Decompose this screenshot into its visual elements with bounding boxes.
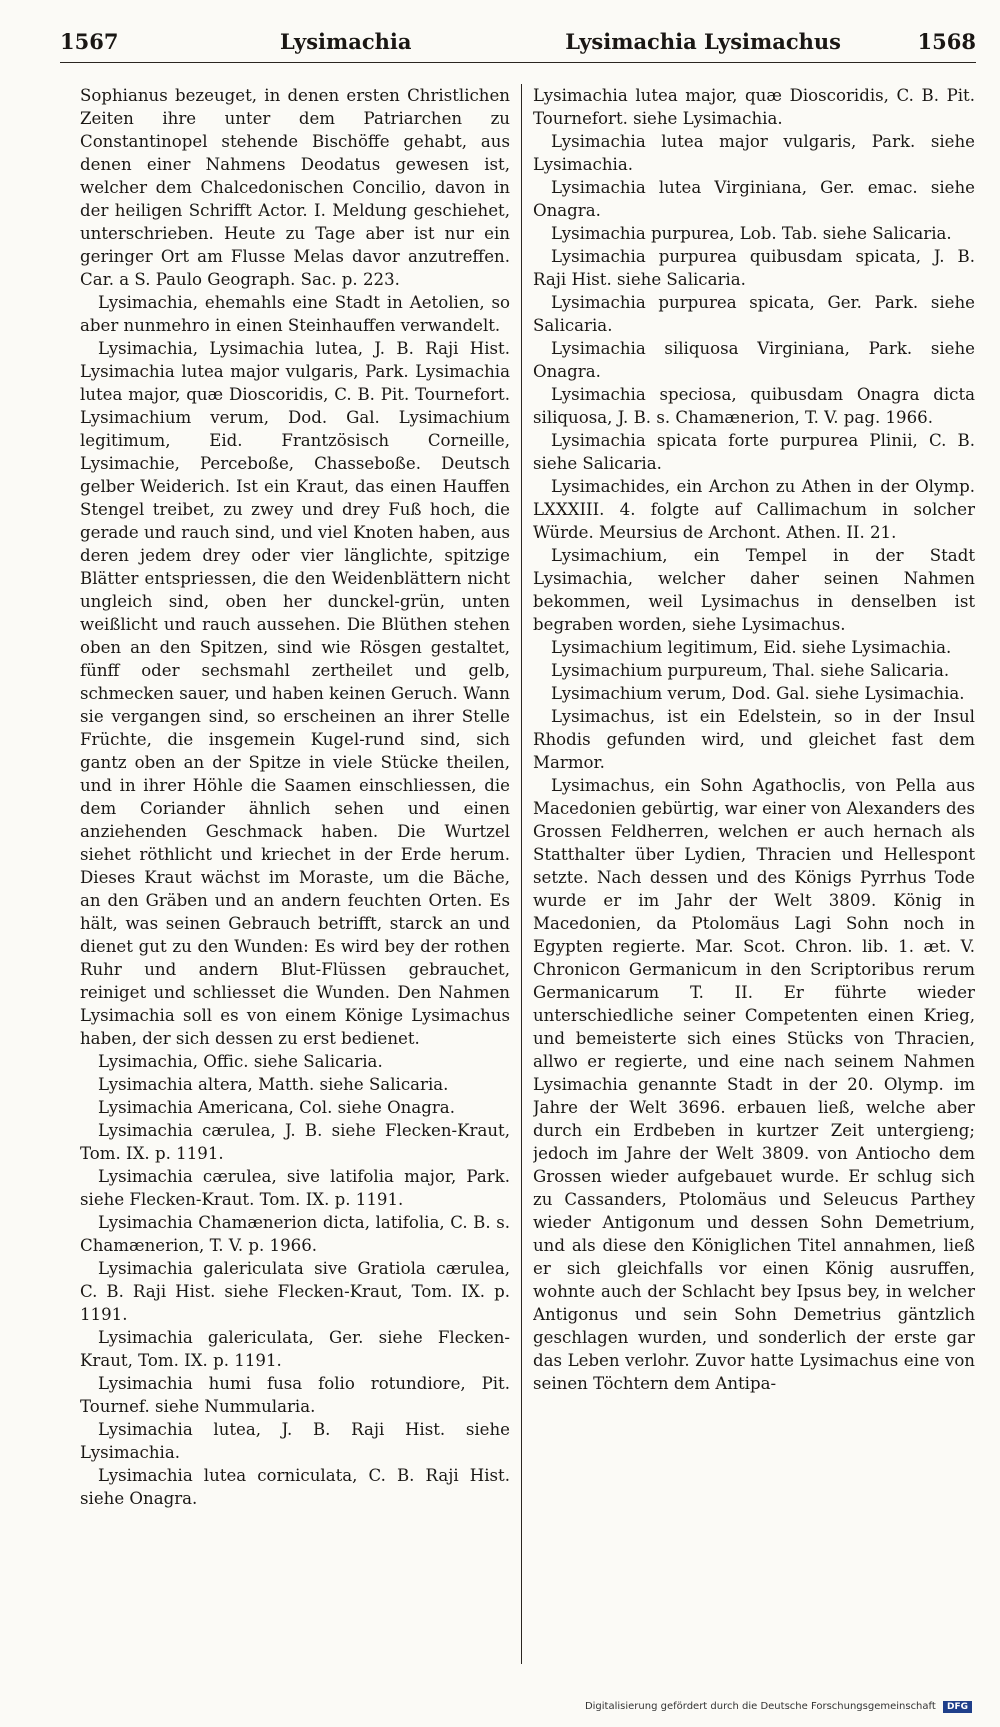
page-number-right: 1568 bbox=[917, 29, 976, 54]
dictionary-entry: Lysimachia spicata forte purpurea Plinii, C. B. siehe Salicaria. bbox=[533, 431, 975, 473]
dictionary-entry: Lysimachia lutea major, quæ Dioscoridis, C. B. Pit. Tournefort. siehe Lysimachia. bbox=[533, 86, 975, 128]
dictionary-entry: Lysimachia, Offic. siehe Salicaria. bbox=[98, 1052, 383, 1071]
dictionary-entry: Lysimachia cærulea, J. B. siehe Flecken-Kraut, Tom. IX. p. 1191. bbox=[80, 1121, 510, 1163]
dictionary-entry: Lysimachia lutea major vulgaris, Park. siehe Lysimachia. bbox=[533, 132, 975, 174]
dictionary-entry: Lysimachia Chamænerion dicta, latifolia, C. B. s. Chamænerion, T. V. p. 1966. bbox=[80, 1213, 510, 1255]
dictionary-entry: Lysimachia galericulata, Ger. siehe Flecken-Kraut, Tom. IX. p. 1191. bbox=[80, 1328, 510, 1370]
dictionary-entry: Lysimachia lutea Virginiana, Ger. emac. siehe Onagra. bbox=[533, 178, 975, 220]
dictionary-entry: Lysimachia lutea corniculata, C. B. Raji Hist. siehe Onagra. bbox=[80, 1466, 510, 1508]
dictionary-entry: Lysimachus, ist ein Edelstein, so in der Insul Rhodis gefunden wird, und gleichet fast dem Marmor. bbox=[533, 707, 975, 772]
running-title-left: Lysimachia bbox=[280, 29, 412, 54]
dictionary-entry: Lysimachia, ehemahls eine Stadt in Aetolien, so aber nunmehro in einen Steinhauffen verwandelt. bbox=[80, 293, 510, 335]
column-divider bbox=[521, 84, 522, 1664]
dictionary-entry: Lysimachium verum, Dod. Gal. siehe Lysimachia. bbox=[551, 684, 965, 703]
dfg-logo: DFG bbox=[943, 1701, 972, 1713]
dictionary-entry: Lysimachia lutea, J. B. Raji Hist. siehe Lysimachia. bbox=[80, 1420, 510, 1462]
digitization-footer bbox=[585, 1701, 972, 1713]
running-title-right: Lysimachia Lysimachus bbox=[565, 29, 841, 54]
dictionary-entry: Lysimachium, ein Tempel in der Stadt Lysimachia, welcher daher seinen Nahmen bekommen, weil Lysimachus in denselben ist begraben worden, siehe Lysimachus. bbox=[533, 546, 975, 634]
dictionary-entry: Lysimachia humi fusa folio rotundiore, Pit. Tournef. siehe Nummularia. bbox=[80, 1374, 510, 1416]
dictionary-entry: Lysimachia siliquosa Virginiana, Park. siehe Onagra. bbox=[533, 339, 975, 381]
dictionary-entry: Lysimachia Americana, Col. siehe Onagra. bbox=[98, 1098, 455, 1117]
running-header bbox=[60, 22, 976, 63]
dictionary-entry: Lysimachia purpurea spicata, Ger. Park. siehe Salicaria. bbox=[533, 293, 975, 335]
dictionary-entry: Lysimachides, ein Archon zu Athen in der Olymp. LXXXIII. 4. folgte auf Callimachum in solcher Würde. Meursius de Archont. Athen. II. 21. bbox=[533, 477, 975, 542]
dictionary-entry: Lysimachium purpureum, Thal. siehe Salicaria. bbox=[551, 661, 950, 680]
dictionary-entry: Lysimachium legitimum, Eid. siehe Lysimachia. bbox=[551, 638, 952, 657]
page-number-left: 1567 bbox=[60, 29, 119, 54]
right-column bbox=[533, 84, 975, 1664]
dictionary-entry: Sophianus bezeuget, in denen ersten Christlichen Zeiten ihre unter dem Patriarchen zu Constantinopel stehende Bischöffe gehabt, aus denen einer Nahmens Deodatus gewesen ist, welcher dem Chalcedonischen Concilio, davon in der heiligen Schrifft Actor. I. Meldung geschiehet, unterschrieben. Heute zu Tage aber ist nur ein geringer Ort am Flusse Melas davor anzutreffen. Car. a S. Paulo Geograph. Sac. p. 223. bbox=[80, 86, 510, 289]
dictionary-entry: Lysimachia altera, Matth. siehe Salicaria. bbox=[98, 1075, 449, 1094]
dictionary-entry: Lysimachia speciosa, quibusdam Onagra dicta siliquosa, J. B. s. Chamænerion, T. V. pag. 1966. bbox=[533, 385, 975, 427]
dictionary-entry: Lysimachia cærulea, sive latifolia major, Park. siehe Flecken-Kraut. Tom. IX. p. 1191. bbox=[80, 1167, 510, 1209]
footer-text: Digitalisierung gefördert durch die Deutsche Forschungsgemeinschaft bbox=[584, 1701, 936, 1712]
dictionary-entry: Lysimachus, ein Sohn Agathoclis, von Pella aus Macedonien gebürtig, war einer von Alexanders des Grossen Feldherren, welchen er auch hernach als Statthalter über Lydien, Thracien und Hellespont setzte. Nach dessen und des Königs Pyrrhus Tode wurde er im Jahr der Welt 3809. König in Macedonien, da Ptolomäus Lagi Sohn noch in Egypten regierte. Mar. Scot. Chron. lib. 1. æt. V. Chronicon Germanicum in den Scriptoribus rerum Germanicarum T. II. Er führte wieder unterschiedliche seiner Competenten einen Krieg, und bemeisterte sich eines Stücks von Thracien, allwo er regierte, und eine nach seinem Nahmen Lysimachia genannte Stadt in der 20. Olymp. im Jahre der Welt 3696. erbauen ließ, welche aber durch ein Erdbeben in kurtzer Zeit untergieng; jedoch im Jahre der Welt 3809. von Antiocho dem Grossen wieder aufgebauet wurde. Er schlug sich zu Cassanders, Ptolomäus und Seleucus Parthey wieder Antigonum und dessen Sohn Demetrium, und als diese den Königlichen Titel annahmen, ließ er sich gleichfalls vor einen König ausruffen, wohnte auch der Schlacht bey Ipsus bey, in welcher Antigonus und sein Sohn Demetrius gäntzlich geschlagen wurden, und sonderlich der erste gar das Leben verlohr. Zuvor hatte Lysimachus eine von seinen Töchtern dem Antipa- bbox=[533, 776, 975, 1393]
left-column bbox=[80, 84, 510, 1664]
dictionary-entry: Lysimachia, Lysimachia lutea, J. B. Raji Hist. Lysimachia lutea major vulgaris, Park. Lysimachia lutea major, quæ Dioscoridis, C. B. Pit. Tournefort. Lysimachium verum, Dod. Gal. Lysimachium legitimum, Eid. Frantzösisch Corneille, Lysimachie, Perceboße, Chasseboße. Deutsch gelber Weiderich. Ist ein Kraut, das einen Hauffen Stengel treibet, zu zwey und drey Fuß hoch, die gerade und rauch sind, und viel Knoten haben, aus deren jedem drey oder vier länglichte, spitzige Blätter entspriessen, die den Weidenblättern nicht ungleich sind, oben her dunckel-grün, unten weißlicht und rauch aussehen. Die Blüthen stehen oben an den Spitzen, sind wie Rösgen gestaltet, fünff oder sechsmahl zertheilet und gelb, schmecken sauer, und haben keinen Geruch. Wann sie vergangen sind, so erscheinen an ihrer Stelle Früchte, die insgemein Kugel-rund sind, sich gantz oben an der Spitze in viele Stücke theilen, und in ihrer Höhle die Saamen einschliessen, die dem Coriander ähnlich sehen und einen anziehenden Geschmack haben. Die Wurtzel siehet röthlicht und kriechet in der Erde herum. Dieses Kraut wächst im Moraste, um die Bäche, an den Gräben und an andern feuchten Orten. Es hält, was seinen Gebrauch betrifft, starck an und dienet gut zu den Wunden: Es wird bey der rothen Ruhr und andern Blut-Flüssen gebrauchet, reiniget und schliesset die Wunden. Den Nahmen Lysimachia soll es von einem Könige Lysimachus haben, der sich dessen zu erst bedienet. bbox=[80, 339, 510, 1048]
dictionary-entry: Lysimachia galericulata sive Gratiola cærulea, C. B. Raji Hist. siehe Flecken-Kraut, Tom. IX. p. 1191. bbox=[80, 1259, 510, 1324]
dictionary-entry: Lysimachia purpurea quibusdam spicata, J. B. Raji Hist. siehe Salicaria. bbox=[533, 247, 975, 289]
dictionary-entry: Lysimachia purpurea, Lob. Tab. siehe Salicaria. bbox=[551, 224, 952, 243]
